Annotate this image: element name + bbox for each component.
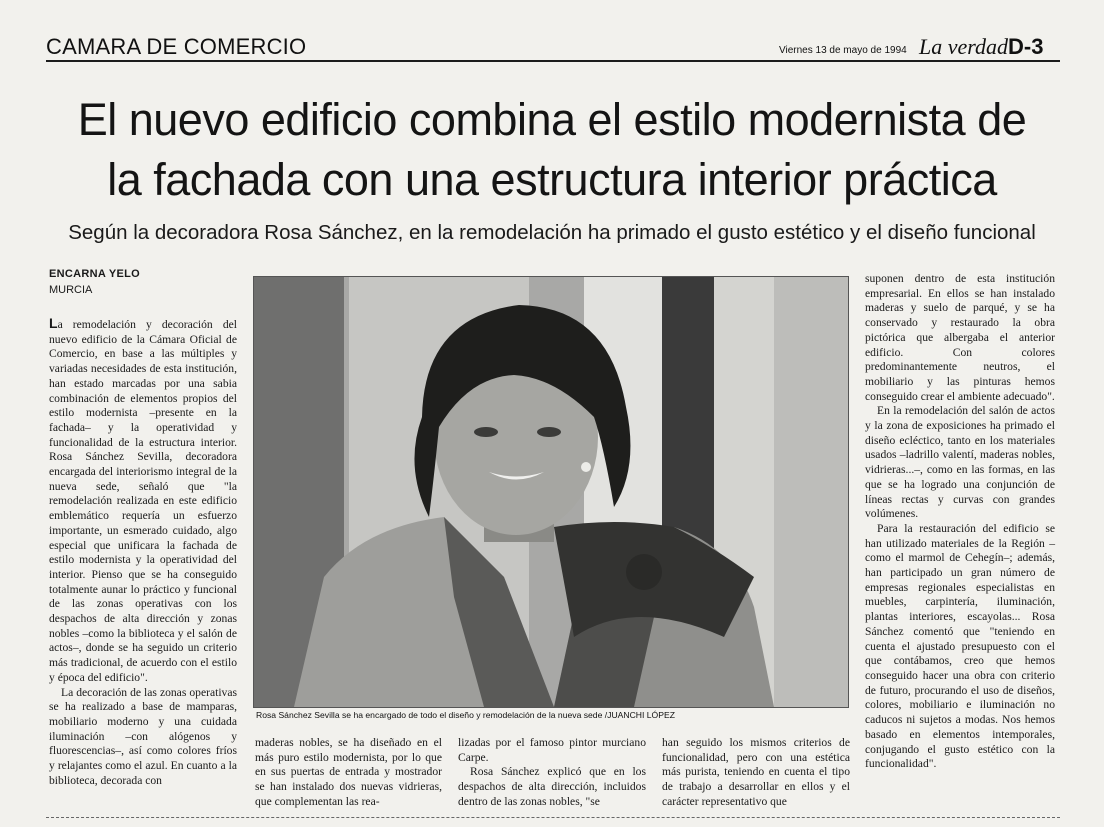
paragraph: maderas nobles, se ha diseñado en el más puro estilo modernista, por lo que en sus puertas de entrada y mostrador se han instalado dos nuevas vidrieras, que complementan las rea- (255, 736, 442, 808)
newspaper-masthead: La verdad (919, 34, 1009, 59)
issue-date: Viernes 13 de mayo de 1994 (779, 45, 907, 56)
article-column-3 (458, 736, 646, 810)
drop-cap: L (49, 315, 58, 331)
photo-caption: Rosa Sánchez Sevilla se ha encargado de todo el diseño y remodelación de la nueva sede /JUANCHI LÓPEZ (256, 710, 675, 720)
paragraph: han seguido los mismos criterios de funcionalidad, pero con una estética más purista, teniendo en cuenta el tipo de trabajo a desarrollar en ellos y el carácter representativo que (662, 736, 850, 808)
headline-line: la fachada con una estructura interior práctica (107, 154, 997, 205)
article-column-1 (49, 316, 237, 789)
dateline: MURCIA (49, 284, 93, 296)
paragraph: Para la restauración del edificio se han utilizado materiales de la Región –como el marmol de Cehegín–; además, han participado un gran número de empresas regionales especialistas en muebles, carpintería, iluminación, plantas interiores, escayolas... Rosa Sánchez comentó que "teniendo en cuenta el ajustado presupuesto con el que contábamos, creo que hemos conseguido hacer una obra con criterio de futuro, procurando el uso de diseños, colores, mobiliario e iluminación no caducos ni sujetos a modas. Nos hemos basado en elementos intemporales, conjugando el gusto estético con la funcionalidad". (865, 521, 1055, 771)
article-subheadline: Según la decoradora Rosa Sánchez, en la remodelación ha primado el gusto estético y el diseño funcional (68, 221, 1036, 244)
page-bottom-rule (46, 817, 1060, 818)
page-header (46, 30, 1060, 62)
article-column-4 (662, 736, 850, 810)
paragraph: lizadas por el famoso pintor murciano Carpe. (458, 736, 646, 764)
section-name: CAMARA DE COMERCIO (46, 34, 307, 59)
article-column-5 (865, 272, 1055, 772)
paragraph: Rosa Sánchez explicó que en los despachos de alta dirección, incluidos dentro de las zonas nobles, "se (458, 765, 646, 808)
paragraph: suponen dentro de esta institución empresarial. En ellos se han instalado maderas y suelo de parqué, y se ha conservado y restaurado la obra pictórica que albergaba el anterior edificio. Con colores predominantemente neutros, el mobiliario y las pinturas hemos conseguido crear el ambiente adecuado". (865, 272, 1055, 403)
headline-line: El nuevo edificio combina el estilo modernista de (77, 94, 1027, 145)
article-column-2 (255, 736, 442, 810)
article-headline (40, 90, 1064, 210)
page-number: D-3 (1008, 34, 1044, 59)
paragraph: La remodelación y decoración del nuevo edificio de la Cámara Oficial de Comercio, en base a las múltiples y variadas necesidades de esta institución, han estado marcadas por una sabia combinación de elementos propios del estilo modernista –presente en la fachada– y la operatividad y funcionalidad de la estructura interior. Rosa Sánchez Sevilla, decoradora encargada del interiorismo integral de la nueva sede, señaló que "la remodelación realizada en este edificio emblemático requería un esfuerzo importante, un esmerado cuidado, algo especial que unificara la fachada de estilo modernista y la operatividad del interior. Pienso que se ha conseguido totalmente aunar lo práctico y funcional de las zonas operativas con los despachos de alta dirección y zonas nobles –como la biblioteca y el salón de actos–, donde se ha seguido un criterio más tradicional, de acuerdo con el estilo y época del edificio". (49, 315, 237, 684)
paragraph: En la remodelación del salón de actos y la zona de exposiciones ha primado el diseño ecléctico, tanto en los materiales usados –ladrillo valentí, maderas nobles, vidrieras...–, como en las formas, en las que se ha logrado una conjunción de líneas rectas y curvas con grandes volúmenes. (865, 404, 1055, 521)
paragraph: La decoración de las zonas operativas se ha realizado a base de mamparas, mobiliario moderno y una cuidada iluminación –con alógenos y fluorescencias–, así como colores fríos y relajantes como el azul. En cuanto a la biblioteca, decorada con (49, 685, 237, 787)
byline: ENCARNA YELO (49, 268, 140, 280)
portrait-illustration (254, 277, 848, 707)
portrait-photo (253, 276, 849, 708)
